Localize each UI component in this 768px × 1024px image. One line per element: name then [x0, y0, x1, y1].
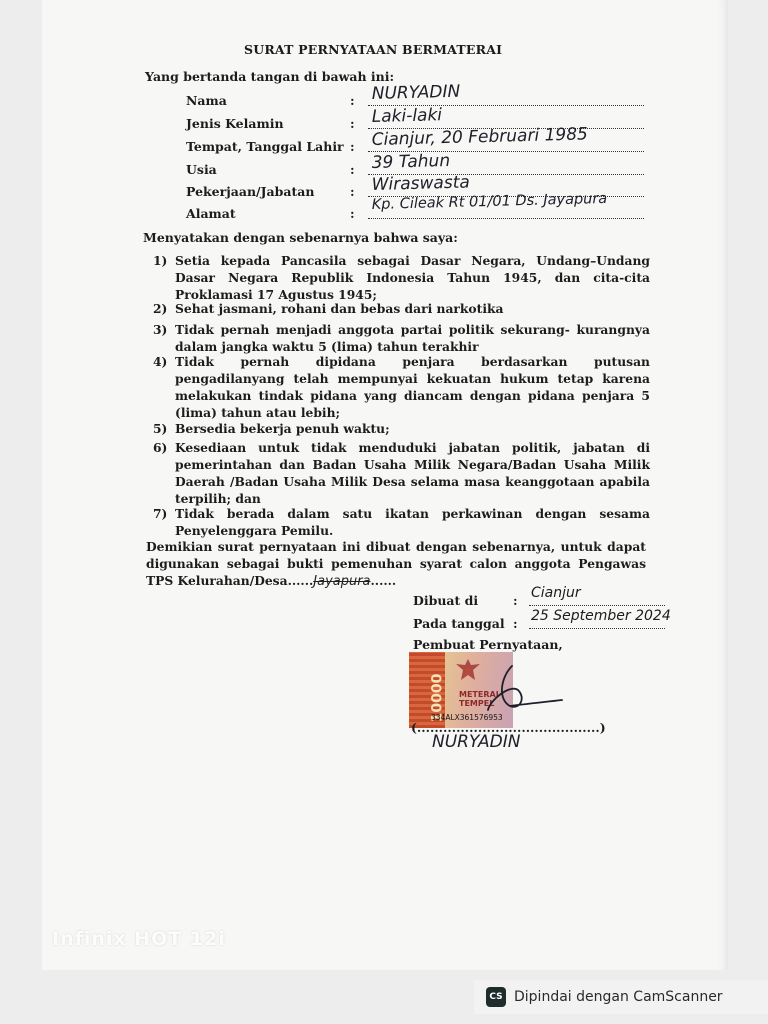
- field-label: Nama: [186, 93, 227, 108]
- camscanner-icon: CS: [486, 987, 506, 1007]
- statement-intro: Menyatakan dengan sebenarnya bahwa saya:: [143, 230, 458, 245]
- item-text: Sehat jasmani, rohani dan bebas dari narkotika: [175, 301, 504, 316]
- handwritten-value: Laki-laki: [371, 105, 443, 127]
- signer-name: NURYADIN: [432, 732, 521, 752]
- phone-watermark: Infinix HOT 12i: [52, 928, 226, 950]
- field-colon: :: [350, 184, 355, 199]
- stamp-nominal: 10000: [429, 673, 446, 723]
- list-item: [153, 300, 650, 317]
- stamp-label-line2: TEMPEL: [459, 699, 495, 708]
- item-number: 7): [153, 506, 168, 521]
- dotted-line: [529, 605, 665, 606]
- stamp-label-line1: METERAI: [459, 690, 499, 699]
- item-text: Tidak pernah menjadi anggota partai politik sekurang- kurangnya dalam jangka waktu 5 (lima) tahun terakhir: [175, 322, 650, 354]
- handwritten-value: 39 Tahun: [371, 150, 451, 173]
- item-number: 1): [153, 253, 168, 268]
- handwritten-value: Cianjur, 20 Februari 1985: [371, 124, 589, 150]
- field-label: Jenis Kelamin: [186, 116, 284, 131]
- field-label: Dibuat di: [413, 593, 479, 608]
- handwritten-value: 25 September 2024: [531, 608, 671, 624]
- camscanner-watermark: [474, 980, 768, 1014]
- closing-dots: ......: [370, 573, 397, 588]
- handwritten-village: Jayapura: [313, 574, 371, 589]
- handwritten-value: Wiraswasta: [371, 172, 471, 195]
- field-label: Alamat: [186, 206, 236, 221]
- list-item: [153, 353, 650, 421]
- list-item: [153, 252, 650, 303]
- item-number: 5): [153, 421, 168, 436]
- item-text: Tidak berada dalam satu ikatan perkawinan dengan sesama Penyelenggara Pemilu.: [175, 506, 650, 538]
- handwritten-signature: [470, 660, 565, 720]
- field-colon: :: [513, 593, 518, 608]
- item-number: 4): [153, 354, 168, 369]
- document-title: SURAT PERNYATAAN BERMATERAI: [244, 42, 503, 57]
- maker-label: Pembuat Pernyataan,: [413, 637, 563, 652]
- made-at-field: [413, 585, 673, 610]
- list-item: [153, 321, 650, 355]
- item-text: Bersedia bekerja penuh waktu;: [175, 421, 390, 436]
- closing-dots: ......: [287, 573, 314, 588]
- intro-text: Yang bertanda tangan di bawah ini:: [145, 69, 395, 84]
- closing-paragraph: [146, 538, 646, 590]
- field-colon: :: [350, 93, 355, 108]
- item-text: Tidak pernah dipidana penjara berdasarkan putusan pengadilanyang telah mempunyai kekuatan hukum tetap karena melakukan tindak pidana yang diancam dengan pidana penjara 5 (lima) tahun atau lebih;: [175, 354, 650, 420]
- item-text: Kesediaan untuk tidak menduduki jabatan politik, jabatan di pemerintahan dan Badan Usaha Milik Negara/Badan Usaha Milik Daerah /Badan Usaha Milik Desa selama masa keanggotaan apabila terpilih; dan: [175, 440, 650, 506]
- signature-line: (..........................................): [411, 720, 606, 735]
- closing-text: Demikian surat pernyataan ini dibuat dengan sebenarnya, untuk dapat digunakan sebagai bukti pemenuhan syarat calon anggota Pengawas TPS Kelurahan/Desa: [146, 539, 646, 588]
- list-item: [153, 505, 650, 539]
- item-number: 6): [153, 440, 168, 455]
- item-number: 2): [153, 301, 168, 316]
- handwritten-value: Cianjur: [531, 585, 581, 601]
- field-label: Pada tanggal: [413, 616, 505, 631]
- dotted-line: [368, 218, 644, 219]
- date-field: [413, 608, 673, 633]
- field-colon: :: [513, 616, 518, 631]
- handwritten-value: NURYADIN: [371, 81, 461, 104]
- field-label: Pekerjaan/Jabatan: [186, 184, 315, 199]
- field-label: Usia: [186, 162, 217, 177]
- item-number: 3): [153, 322, 168, 337]
- field-colon: :: [350, 206, 355, 221]
- camscanner-text: Dipindai dengan CamScanner: [514, 989, 723, 1005]
- list-item: [153, 420, 650, 437]
- stamp-serial: 334ALX361576953: [431, 713, 503, 722]
- list-item: [153, 439, 650, 507]
- field-label: Tempat, Tanggal Lahir: [186, 139, 344, 154]
- field-colon: :: [350, 116, 355, 131]
- field-colon: :: [350, 139, 355, 154]
- dotted-line: [529, 628, 665, 629]
- item-text: Setia kepada Pancasila sebagai Dasar Negara, Undang–Undang Dasar Negara Republik Indonesia Tahun 1945, dan cita-cita Proklamasi 17 Agustus 1945;: [175, 253, 650, 302]
- handwritten-value: Kp. Cileak Rt 01/01 Ds. Jayapura: [371, 190, 608, 213]
- field-colon: :: [350, 162, 355, 177]
